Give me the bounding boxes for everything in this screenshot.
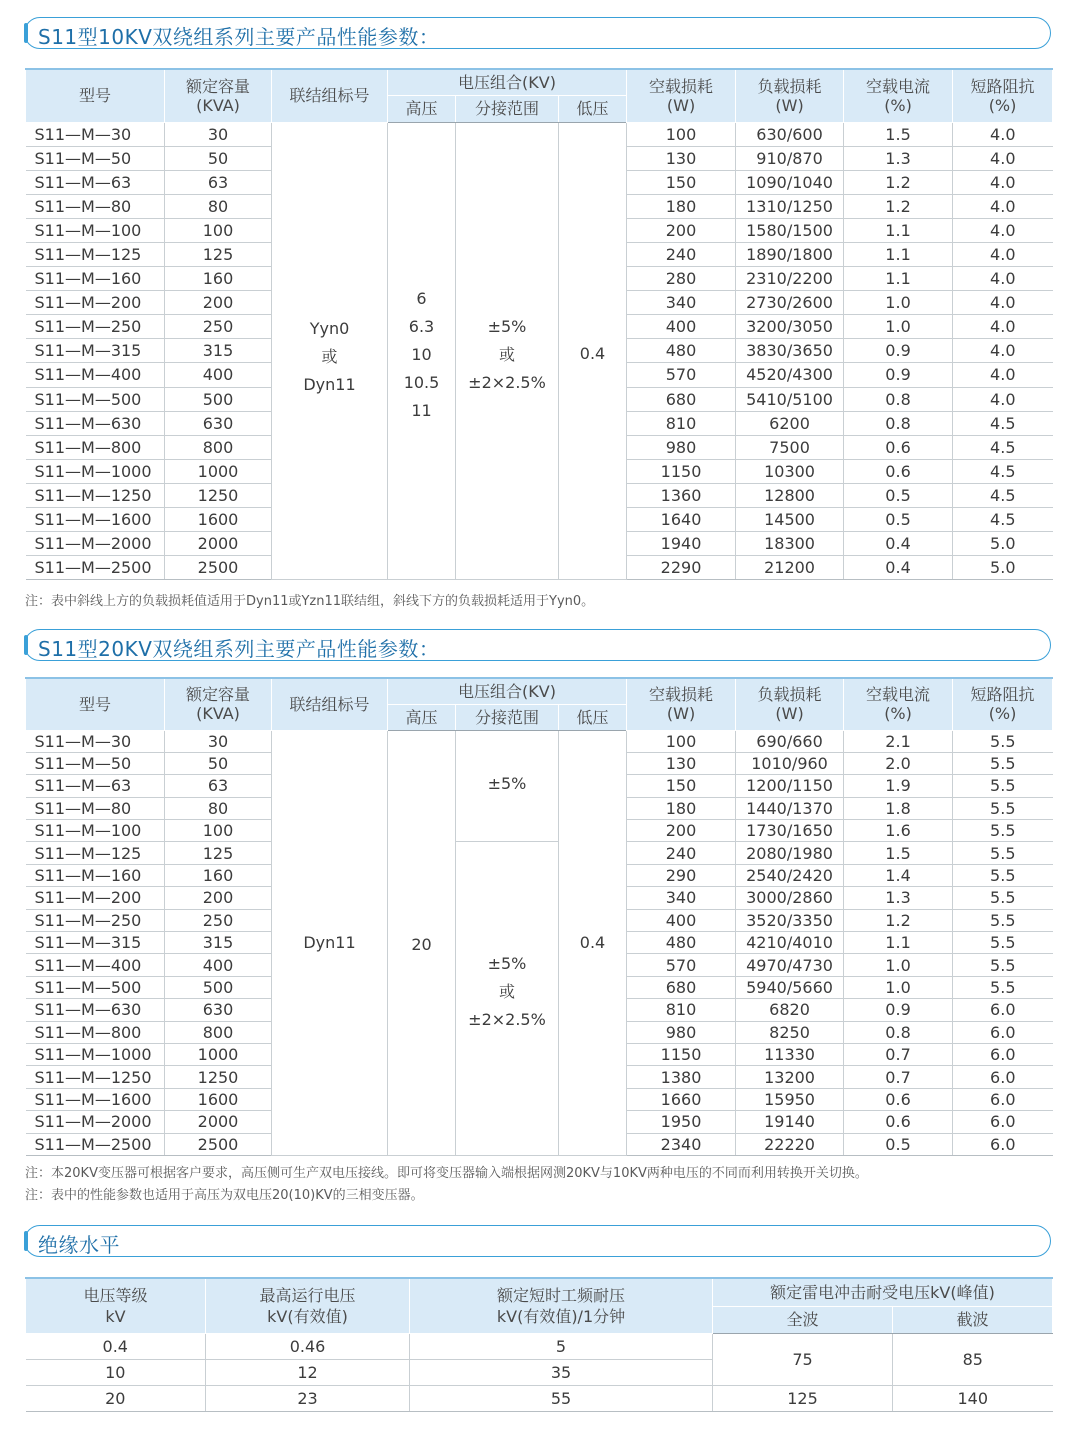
cell-group: Dyn11 xyxy=(272,730,388,1155)
cell-impedance: 5.5 xyxy=(953,752,1053,774)
note-10kv: 注：表中斜线上方的负载损耗值适用于Dyn11或Yzn11联结组，斜线下方的负载损耗适用于Yyn0。 xyxy=(25,594,595,609)
cell-noload-loss: 280 xyxy=(627,267,736,291)
cell-noload-loss: 480 xyxy=(627,932,736,954)
cell-capacity: 125 xyxy=(165,242,272,266)
header-impedance: 短路阻抗 (%) xyxy=(953,69,1053,122)
section-title-text: S11型10KV双绕组系列主要产品性能参数： xyxy=(38,25,440,49)
cell-load-loss: 22220 xyxy=(736,1133,844,1155)
cell-model: S11—M—80 xyxy=(26,797,165,819)
cell-load-loss: 690/660 xyxy=(736,730,844,752)
cell-load-loss: 4970/4730 xyxy=(736,954,844,976)
cell-noload-loss: 290 xyxy=(627,864,736,886)
cell-impedance: 4.0 xyxy=(953,194,1053,218)
cell-impedance: 6.0 xyxy=(953,1133,1053,1155)
cell-level: 0.4 xyxy=(26,1333,206,1359)
cell-impedance: 5.5 xyxy=(953,909,1053,931)
cell-noload-current: 1.0 xyxy=(844,976,953,998)
cell-model: S11—M—250 xyxy=(26,909,165,931)
cell-capacity: 1000 xyxy=(165,459,272,483)
cell-model: S11—M—500 xyxy=(26,387,165,411)
cell-noload-current: 0.6 xyxy=(844,1111,953,1133)
cell-load-loss: 1090/1040 xyxy=(736,170,844,194)
cell-impedance: 5.0 xyxy=(953,556,1053,580)
cell-load-loss: 4520/4300 xyxy=(736,363,844,387)
cell-load-loss: 18300 xyxy=(736,532,844,556)
cell-model: S11—M—1000 xyxy=(26,1043,165,1065)
cell-capacity: 400 xyxy=(165,363,272,387)
header-tap: 分接范围 xyxy=(456,95,559,122)
cell-load-loss: 8250 xyxy=(736,1021,844,1043)
header-noload-loss: 空载损耗 (W) xyxy=(627,678,736,730)
cell-capacity: 250 xyxy=(165,909,272,931)
cell-model: S11—M—80 xyxy=(26,194,165,218)
cell-noload-loss: 810 xyxy=(627,411,736,435)
cell-noload-loss: 180 xyxy=(627,194,736,218)
cell-model: S11—M—100 xyxy=(26,820,165,842)
cell-capacity: 500 xyxy=(165,387,272,411)
cell-model: S11—M—630 xyxy=(26,999,165,1021)
header-short-time-withstand: 额定短时工频耐压 kV(有效值)/1分钟 xyxy=(410,1278,713,1333)
header-voltage: 电压组合(KV) xyxy=(388,678,627,704)
cell-noload-current: 1.1 xyxy=(844,932,953,954)
cell-capacity: 250 xyxy=(165,315,272,339)
cell-load-loss: 1310/1250 xyxy=(736,194,844,218)
cell-impedance: 4.0 xyxy=(953,122,1053,146)
cell-noload-loss: 980 xyxy=(627,1021,736,1043)
cell-noload-current: 0.9 xyxy=(844,999,953,1021)
cell-noload-loss: 680 xyxy=(627,976,736,998)
cell-noload-current: 1.3 xyxy=(844,887,953,909)
cell-impedance: 4.0 xyxy=(953,242,1053,266)
cell-noload-current: 2.1 xyxy=(844,730,953,752)
cell-capacity: 2500 xyxy=(165,556,272,580)
cell-load-loss: 19140 xyxy=(736,1111,844,1133)
cell-load-loss: 14500 xyxy=(736,508,844,532)
cell-full-wave: 75 xyxy=(713,1333,893,1385)
cell-noload-loss: 980 xyxy=(627,435,736,459)
header-capacity: 额定容量 (KVA) xyxy=(165,69,272,122)
cell-capacity: 80 xyxy=(165,797,272,819)
header-voltage: 电压组合(KV) xyxy=(388,69,627,95)
cell-noload-loss: 1940 xyxy=(627,532,736,556)
cell-model: S11—M—1000 xyxy=(26,459,165,483)
cell-load-loss: 3200/3050 xyxy=(736,315,844,339)
cell-noload-loss: 240 xyxy=(627,842,736,864)
header-chopped-wave: 截波 xyxy=(893,1306,1053,1333)
cell-chopped-wave: 140 xyxy=(893,1385,1053,1411)
cell-load-loss: 1580/1500 xyxy=(736,218,844,242)
cell-impedance: 5.5 xyxy=(953,887,1053,909)
cell-load-loss: 3520/3350 xyxy=(736,909,844,931)
cell-noload-loss: 130 xyxy=(627,752,736,774)
cell-impedance: 5.5 xyxy=(953,730,1053,752)
section-title-text: S11型20KV双绕组系列主要产品性能参数： xyxy=(38,637,440,661)
cell-model: S11—M—2000 xyxy=(26,1111,165,1133)
title-accent-bar xyxy=(24,23,28,43)
cell-impedance: 4.5 xyxy=(953,483,1053,507)
cell-model: S11—M—630 xyxy=(26,411,165,435)
cell-noload-current: 0.5 xyxy=(844,483,953,507)
cell-model: S11—M—800 xyxy=(26,435,165,459)
cell-model: S11—M—30 xyxy=(26,122,165,146)
cell-noload-loss: 1950 xyxy=(627,1111,736,1133)
cell-model: S11—M—2000 xyxy=(26,532,165,556)
cell-model: S11—M—200 xyxy=(26,887,165,909)
cell-tap-lower: ±5% 或 ±2×2.5% xyxy=(456,842,559,1155)
table-row xyxy=(26,842,1053,864)
cell-capacity: 30 xyxy=(165,122,272,146)
cell-model: S11—M—400 xyxy=(26,954,165,976)
cell-noload-loss: 150 xyxy=(627,775,736,797)
cell-impedance: 6.0 xyxy=(953,1043,1053,1065)
cell-capacity: 2500 xyxy=(165,1133,272,1155)
cell-noload-loss: 240 xyxy=(627,242,736,266)
cell-impedance: 5.5 xyxy=(953,954,1053,976)
header-model: 型号 xyxy=(26,69,165,122)
cell-capacity: 2000 xyxy=(165,1111,272,1133)
cell-noload-current: 1.2 xyxy=(844,194,953,218)
header-noload-current: 空载电流 (%) xyxy=(844,678,953,730)
cell-capacity: 160 xyxy=(165,864,272,886)
cell-noload-current: 0.5 xyxy=(844,1133,953,1155)
header-group: 联结组标号 xyxy=(272,678,388,730)
cell-noload-loss: 340 xyxy=(627,887,736,909)
cell-impedance: 6.0 xyxy=(953,1111,1053,1133)
cell-model: S11—M—50 xyxy=(26,146,165,170)
cell-capacity: 315 xyxy=(165,339,272,363)
cell-model: S11—M—1250 xyxy=(26,1066,165,1088)
cell-noload-loss: 150 xyxy=(627,170,736,194)
cell-short-time: 55 xyxy=(410,1385,713,1411)
cell-capacity: 50 xyxy=(165,752,272,774)
cell-impedance: 5.5 xyxy=(953,932,1053,954)
cell-model: S11—M—1250 xyxy=(26,483,165,507)
table-row xyxy=(26,122,1053,146)
cell-capacity: 1600 xyxy=(165,508,272,532)
cell-load-loss: 2080/1980 xyxy=(736,842,844,864)
cell-impedance: 4.0 xyxy=(953,339,1053,363)
cell-load-loss: 21200 xyxy=(736,556,844,580)
spec-table-10kv xyxy=(25,68,1053,580)
title-accent-bar xyxy=(24,1231,28,1251)
cell-load-loss: 6820 xyxy=(736,999,844,1021)
cell-model: S11—M—63 xyxy=(26,170,165,194)
cell-model: S11—M—800 xyxy=(26,1021,165,1043)
cell-max-voltage: 12 xyxy=(206,1359,410,1385)
cell-impedance: 6.0 xyxy=(953,1088,1053,1110)
cell-capacity: 1250 xyxy=(165,483,272,507)
cell-max-voltage: 0.46 xyxy=(206,1333,410,1359)
cell-model: S11—M—400 xyxy=(26,363,165,387)
cell-capacity: 200 xyxy=(165,887,272,909)
cell-model: S11—M—315 xyxy=(26,339,165,363)
section-title-insulation xyxy=(24,1225,1051,1257)
header-group: 联结组标号 xyxy=(272,69,388,122)
cell-noload-loss: 570 xyxy=(627,954,736,976)
cell-load-loss: 13200 xyxy=(736,1066,844,1088)
cell-capacity: 30 xyxy=(165,730,272,752)
cell-noload-current: 0.8 xyxy=(844,1021,953,1043)
cell-load-loss: 910/870 xyxy=(736,146,844,170)
cell-impedance: 4.0 xyxy=(953,291,1053,315)
header-full-wave: 全波 xyxy=(713,1306,893,1333)
cell-noload-loss: 1640 xyxy=(627,508,736,532)
cell-capacity: 400 xyxy=(165,954,272,976)
header-voltage-level: 电压等级 kV xyxy=(26,1278,206,1333)
cell-impedance: 4.0 xyxy=(953,170,1053,194)
cell-impedance: 5.5 xyxy=(953,797,1053,819)
cell-noload-loss: 340 xyxy=(627,291,736,315)
cell-load-loss: 12800 xyxy=(736,483,844,507)
cell-model: S11—M—125 xyxy=(26,842,165,864)
cell-model: S11—M—1600 xyxy=(26,508,165,532)
cell-noload-loss: 400 xyxy=(627,315,736,339)
cell-lv: 0.4 xyxy=(559,122,627,580)
cell-noload-loss: 680 xyxy=(627,387,736,411)
header-hv: 高压 xyxy=(388,95,456,122)
cell-impedance: 4.5 xyxy=(953,459,1053,483)
cell-noload-loss: 570 xyxy=(627,363,736,387)
cell-hv: 6 6.3 10 10.5 11 xyxy=(388,122,456,580)
header-noload-current: 空载电流 (%) xyxy=(844,69,953,122)
cell-noload-loss: 100 xyxy=(627,730,736,752)
cell-noload-current: 0.7 xyxy=(844,1066,953,1088)
cell-model: S11—M—63 xyxy=(26,775,165,797)
cell-capacity: 315 xyxy=(165,932,272,954)
cell-noload-current: 1.5 xyxy=(844,842,953,864)
cell-capacity: 1600 xyxy=(165,1088,272,1110)
cell-noload-loss: 1380 xyxy=(627,1066,736,1088)
cell-group: Yyn0 或 Dyn11 xyxy=(272,122,388,580)
cell-model: S11—M—125 xyxy=(26,242,165,266)
cell-load-loss: 3000/2860 xyxy=(736,887,844,909)
cell-noload-current: 1.0 xyxy=(844,291,953,315)
cell-level: 10 xyxy=(26,1359,206,1385)
cell-load-loss: 5410/5100 xyxy=(736,387,844,411)
cell-model: S11—M—2500 xyxy=(26,556,165,580)
cell-noload-loss: 400 xyxy=(627,909,736,931)
cell-impedance: 4.0 xyxy=(953,387,1053,411)
cell-load-loss: 1200/1150 xyxy=(736,775,844,797)
cell-capacity: 63 xyxy=(165,170,272,194)
cell-noload-loss: 2340 xyxy=(627,1133,736,1155)
cell-load-loss: 1730/1650 xyxy=(736,820,844,842)
cell-noload-loss: 2290 xyxy=(627,556,736,580)
cell-model: S11—M—100 xyxy=(26,218,165,242)
cell-noload-loss: 480 xyxy=(627,339,736,363)
cell-capacity: 50 xyxy=(165,146,272,170)
cell-model: S11—M—250 xyxy=(26,315,165,339)
cell-capacity: 63 xyxy=(165,775,272,797)
cell-load-loss: 3830/3650 xyxy=(736,339,844,363)
title-accent-bar xyxy=(24,635,28,655)
cell-noload-current: 1.6 xyxy=(844,820,953,842)
cell-noload-current: 0.6 xyxy=(844,435,953,459)
cell-noload-current: 1.9 xyxy=(844,775,953,797)
cell-noload-current: 1.3 xyxy=(844,146,953,170)
header-lv: 低压 xyxy=(559,704,627,730)
cell-noload-loss: 810 xyxy=(627,999,736,1021)
header-tap: 分接范围 xyxy=(456,704,559,730)
cell-noload-current: 0.6 xyxy=(844,1088,953,1110)
cell-noload-current: 1.2 xyxy=(844,909,953,931)
header-capacity: 额定容量 (KVA) xyxy=(165,678,272,730)
header-lv: 低压 xyxy=(559,95,627,122)
cell-noload-current: 1.5 xyxy=(844,122,953,146)
cell-model: S11—M—315 xyxy=(26,932,165,954)
cell-capacity: 80 xyxy=(165,194,272,218)
cell-load-loss: 15950 xyxy=(736,1088,844,1110)
cell-capacity: 630 xyxy=(165,411,272,435)
cell-capacity: 100 xyxy=(165,820,272,842)
header-max-voltage: 最高运行电压 kV(有效值) xyxy=(206,1278,410,1333)
cell-model: S11—M—500 xyxy=(26,976,165,998)
cell-load-loss: 1010/960 xyxy=(736,752,844,774)
cell-load-loss: 4210/4010 xyxy=(736,932,844,954)
cell-noload-loss: 130 xyxy=(627,146,736,170)
cell-impedance: 4.0 xyxy=(953,267,1053,291)
cell-noload-current: 1.8 xyxy=(844,797,953,819)
cell-short-time: 5 xyxy=(410,1333,713,1359)
cell-noload-current: 0.9 xyxy=(844,363,953,387)
cell-load-loss: 5940/5660 xyxy=(736,976,844,998)
cell-load-loss: 2310/2200 xyxy=(736,267,844,291)
cell-capacity: 160 xyxy=(165,267,272,291)
cell-noload-current: 0.8 xyxy=(844,411,953,435)
cell-impedance: 4.5 xyxy=(953,508,1053,532)
cell-noload-current: 1.2 xyxy=(844,170,953,194)
cell-load-loss: 11330 xyxy=(736,1043,844,1065)
section-title-10kv xyxy=(24,17,1051,49)
cell-capacity: 500 xyxy=(165,976,272,998)
cell-load-loss: 7500 xyxy=(736,435,844,459)
cell-impedance: 6.0 xyxy=(953,999,1053,1021)
cell-impedance: 5.5 xyxy=(953,864,1053,886)
header-impedance: 短路阻抗 (%) xyxy=(953,678,1053,730)
header-model: 型号 xyxy=(26,678,165,730)
cell-capacity: 100 xyxy=(165,218,272,242)
cell-hv: 20 xyxy=(388,730,456,1155)
note-20kv-1: 注：本20KV变压器可根据客户要求，高压侧可生产双电压接线。即可将变压器输入端根据网测20KV与10KV两种电压的不同而利用转换开关切换。 xyxy=(25,1166,868,1181)
cell-noload-loss: 200 xyxy=(627,218,736,242)
header-noload-loss: 空载损耗 (W) xyxy=(627,69,736,122)
note-20kv-2: 注：表中的性能参数也适用于高压为双电压20(10)KV的三相变压器。 xyxy=(25,1188,424,1203)
cell-noload-current: 0.8 xyxy=(844,387,953,411)
cell-noload-loss: 100 xyxy=(627,122,736,146)
cell-capacity: 800 xyxy=(165,435,272,459)
cell-load-loss: 630/600 xyxy=(736,122,844,146)
header-load-loss: 负载损耗 (W) xyxy=(736,69,844,122)
cell-noload-current: 0.5 xyxy=(844,508,953,532)
cell-impedance: 5.5 xyxy=(953,842,1053,864)
cell-impedance: 5.0 xyxy=(953,532,1053,556)
cell-impedance: 5.5 xyxy=(953,820,1053,842)
cell-load-loss: 1890/1800 xyxy=(736,242,844,266)
cell-noload-loss: 200 xyxy=(627,820,736,842)
cell-noload-current: 0.6 xyxy=(844,459,953,483)
header-load-loss: 负载损耗 (W) xyxy=(736,678,844,730)
cell-load-loss: 2730/2600 xyxy=(736,291,844,315)
cell-capacity: 630 xyxy=(165,999,272,1021)
cell-impedance: 4.5 xyxy=(953,411,1053,435)
cell-model: S11—M—200 xyxy=(26,291,165,315)
cell-load-loss: 10300 xyxy=(736,459,844,483)
cell-load-loss: 1440/1370 xyxy=(736,797,844,819)
cell-max-voltage: 23 xyxy=(206,1385,410,1411)
cell-noload-current: 1.1 xyxy=(844,242,953,266)
cell-level: 20 xyxy=(26,1385,206,1411)
cell-capacity: 2000 xyxy=(165,532,272,556)
cell-noload-current: 0.7 xyxy=(844,1043,953,1065)
cell-model: S11—M—160 xyxy=(26,267,165,291)
cell-noload-current: 1.0 xyxy=(844,315,953,339)
cell-impedance: 5.5 xyxy=(953,775,1053,797)
cell-capacity: 1000 xyxy=(165,1043,272,1065)
cell-impedance: 4.0 xyxy=(953,218,1053,242)
cell-chopped-wave: 85 xyxy=(893,1333,1053,1385)
cell-impedance: 6.0 xyxy=(953,1021,1053,1043)
spec-table-20kv xyxy=(25,677,1053,1156)
cell-model: S11—M—2500 xyxy=(26,1133,165,1155)
cell-full-wave: 125 xyxy=(713,1385,893,1411)
cell-capacity: 200 xyxy=(165,291,272,315)
cell-noload-current: 0.9 xyxy=(844,339,953,363)
cell-tap-upper: ±5% xyxy=(456,730,559,842)
cell-model: S11—M—50 xyxy=(26,752,165,774)
cell-noload-current: 1.0 xyxy=(844,954,953,976)
cell-impedance: 6.0 xyxy=(953,1066,1053,1088)
cell-impedance: 4.0 xyxy=(953,315,1053,339)
cell-impedance: 5.5 xyxy=(953,976,1053,998)
cell-noload-current: 0.4 xyxy=(844,532,953,556)
section-title-text: 绝缘水平 xyxy=(38,1233,120,1257)
insulation-table xyxy=(25,1277,1053,1412)
cell-impedance: 4.5 xyxy=(953,435,1053,459)
cell-noload-loss: 1150 xyxy=(627,459,736,483)
cell-short-time: 35 xyxy=(410,1359,713,1385)
cell-noload-current: 1.1 xyxy=(844,218,953,242)
cell-noload-current: 1.4 xyxy=(844,864,953,886)
cell-noload-current: 1.1 xyxy=(844,267,953,291)
cell-model: S11—M—30 xyxy=(26,730,165,752)
cell-load-loss: 6200 xyxy=(736,411,844,435)
cell-impedance: 4.0 xyxy=(953,146,1053,170)
cell-tap: ±5% 或 ±2×2.5% xyxy=(456,122,559,580)
header-hv: 高压 xyxy=(388,704,456,730)
cell-noload-loss: 1660 xyxy=(627,1088,736,1110)
cell-capacity: 800 xyxy=(165,1021,272,1043)
table-row xyxy=(26,730,1053,752)
cell-noload-loss: 180 xyxy=(627,797,736,819)
cell-impedance: 4.0 xyxy=(953,363,1053,387)
cell-noload-loss: 1150 xyxy=(627,1043,736,1065)
cell-noload-current: 2.0 xyxy=(844,752,953,774)
cell-capacity: 1250 xyxy=(165,1066,272,1088)
section-title-20kv xyxy=(24,629,1051,661)
header-lightning-impulse: 额定雷电冲击耐受电压kV(峰值) xyxy=(713,1278,1053,1306)
cell-lv: 0.4 xyxy=(559,730,627,1155)
cell-load-loss: 2540/2420 xyxy=(736,864,844,886)
cell-noload-current: 0.4 xyxy=(844,556,953,580)
cell-model: S11—M—160 xyxy=(26,864,165,886)
cell-model: S11—M—1600 xyxy=(26,1088,165,1110)
cell-capacity: 125 xyxy=(165,842,272,864)
cell-noload-loss: 1360 xyxy=(627,483,736,507)
